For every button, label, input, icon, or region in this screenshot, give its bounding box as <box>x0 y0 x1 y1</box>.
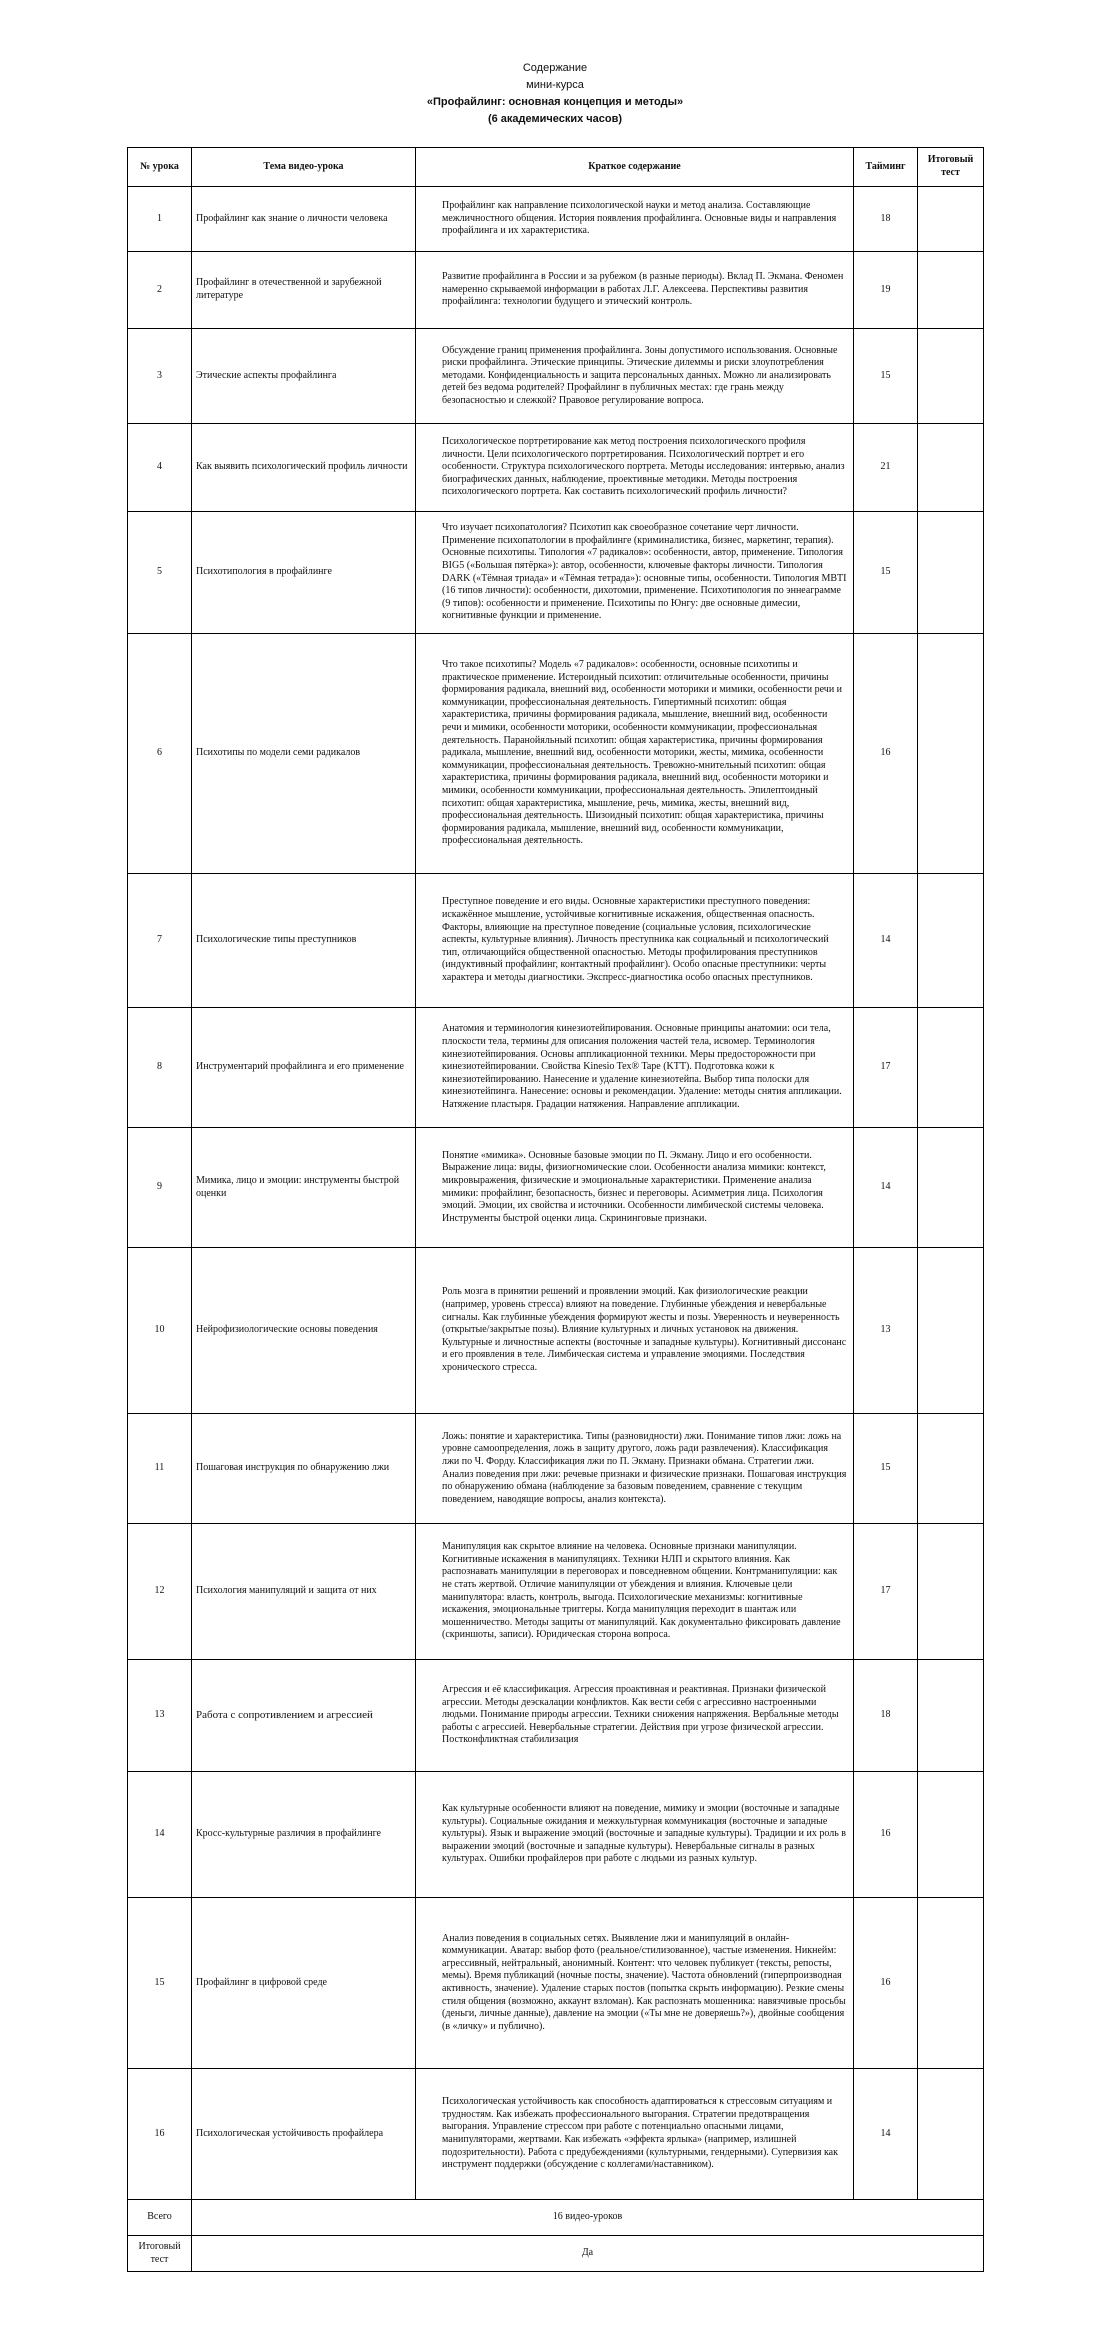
lesson-test-cell <box>918 2069 984 2200</box>
lesson-description: Манипуляция как скрытое влияние на человека. Основные признаки манипуляции. Когнитивные искажения в манипуляциях. Техники НЛП и скрытого влияния. Как распознавать манипуляции в переговорах и повседневном общении. Контрманипуляции: как не стать жертвой. Отличие манипуляции от убеждения и влияния. Ключевые цели манипулятора: власть, контроль, выгода. Психологические механизмы: когнитивные искажения, эмоциональные триггеры. Когда манипуляция переходит в шантаж или мошенничество. Методы защиты от манипуляций. Как документально фиксировать давление (скриншоты, записи). Юридическая сторона вопроса. <box>416 1524 854 1660</box>
lesson-topic: Нейрофизиологические основы поведения <box>192 1248 416 1414</box>
lesson-number: 1 <box>128 187 192 252</box>
lesson-topic: Этические аспекты профайлинга <box>192 329 416 424</box>
table-row <box>128 329 984 424</box>
lesson-test-cell <box>918 1898 984 2069</box>
lesson-test-cell <box>918 634 984 874</box>
lesson-topic: Пошаговая инструкция по обнаружению лжи <box>192 1414 416 1524</box>
final-test-value: Да <box>192 2236 984 2272</box>
lesson-test-cell <box>918 187 984 252</box>
col-header-num: № урока <box>128 148 192 187</box>
lesson-test-cell <box>918 329 984 424</box>
lesson-topic: Мимика, лицо и эмоции: инструменты быстрой оценки <box>192 1128 416 1248</box>
lesson-topic: Кросс-культурные различия в профайлинге <box>192 1772 416 1898</box>
lesson-topic: Инструментарий профайлинга и его применение <box>192 1008 416 1128</box>
header-title: Содержание <box>522 62 588 74</box>
lesson-description: Преступное поведение и его виды. Основные характеристики преступного поведения: искажённое мышление, устойчивые когнитивные искажения, общественная опасность. Факторы, влияющие на преступное поведение (социальные условия, психологические аспекты, культурные влияния). Личность преступника как социальный и психологический тип, отличающийся общественной опасностью. Методы профилирования преступников (индуктивный профайлинг, контактный профайлинг). Особо опасные преступники: черты характера и методы диагностики. Экспресс-диагностика особо опасных преступников. <box>416 874 854 1008</box>
course-content-table <box>127 147 984 2272</box>
lesson-topic: Профайлинг как знание о личности человека <box>192 187 416 252</box>
document-header <box>0 60 1110 128</box>
lesson-timing: 13 <box>854 1248 918 1414</box>
lesson-timing: 14 <box>854 2069 918 2200</box>
lesson-number: 7 <box>128 874 192 1008</box>
lesson-number: 4 <box>128 424 192 512</box>
lesson-number: 15 <box>128 1898 192 2069</box>
lesson-number: 16 <box>128 2069 192 2200</box>
lesson-description: Психологическое портретирование как метод построения психологического профиля личности. Цели психологического портретирования. Психологический портрет и его особенности. Структура психологического портрета. Методы исследования: интервью, анализ биографических данных, наблюдение, проективные методики. Методы построения психологического портрета. Как составить психологический профиль личности? <box>416 424 854 512</box>
table-row <box>128 1008 984 1128</box>
table-row <box>128 512 984 634</box>
lesson-topic: Психология манипуляций и защита от них <box>192 1524 416 1660</box>
lesson-description: Ложь: понятие и характеристика. Типы (разновидности) лжи. Понимание типов лжи: ложь на уровне самоопределения, ложь в защиту другого, ложь ради развлечения). Классификация лжи по Ч. Форду. Классификация лжи по П. Экману. Признаки обмана. Стратегии лжи. Анализ поведения при лжи: речевые признаки и физические признаки. Пошаговая инструкция по обнаружению обмана (наблюдение за базовым поведением, сравнение с текущим поведением, наводящие вопросы, анализ контекста). <box>416 1414 854 1524</box>
lesson-topic: Психологическая устойчивость профайлера <box>192 2069 416 2200</box>
total-row <box>128 2200 984 2236</box>
table-header-row <box>128 148 984 187</box>
lesson-timing: 21 <box>854 424 918 512</box>
final-test-row <box>128 2236 984 2272</box>
lesson-test-cell <box>918 1524 984 1660</box>
table-row <box>128 1898 984 2069</box>
lesson-number: 2 <box>128 252 192 329</box>
lesson-description: Понятие «мимика». Основные базовые эмоции по П. Экману. Лицо и его особенности. Выражение лица: виды, физиогномические слои. Особенности анализа мимики: контекст, микровыражения, физические и эмоциональные характеристики. Применение анализа мимики: профайлинг, безопасность, бизнес и переговоры. Асимметрия лица. Психология эмоций. Эмоции, их свойства и источники. Особенности лимбической системы человека. Инструменты быстрой оценки лица. Скрининговые признаки. <box>416 1128 854 1248</box>
lesson-timing: 17 <box>854 1524 918 1660</box>
lesson-topic: Психологические типы преступников <box>192 874 416 1008</box>
col-header-desc: Краткое содержание <box>416 148 854 187</box>
lesson-number: 8 <box>128 1008 192 1128</box>
table-row <box>128 424 984 512</box>
lesson-test-cell <box>918 1128 984 1248</box>
course-name: «Профайлинг: основная концепция и методы» <box>426 96 684 108</box>
lesson-timing: 18 <box>854 187 918 252</box>
table-row <box>128 252 984 329</box>
lesson-test-cell <box>918 1248 984 1414</box>
lesson-timing: 17 <box>854 1008 918 1128</box>
lesson-test-cell <box>918 874 984 1008</box>
table-row <box>128 1524 984 1660</box>
lesson-test-cell <box>918 1660 984 1772</box>
lesson-description: Обсуждение границ применения профайлинга. Зоны допустимого использования. Основные риски профайлинга. Этические принципы. Этические дилеммы и риски злоупотребления методами. Конфиденциальность и защита персональных данных. Можно ли анализировать детей без ведома родителей? Профайлинг в публичных местах: где грань между безопасностью и слежкой? Правовое регулирование вопроса. <box>416 329 854 424</box>
table-row <box>128 1248 984 1414</box>
lesson-timing: 16 <box>854 1772 918 1898</box>
lesson-description: Профайлинг как направление психологической науки и метод анализа. Составляющие межличностного общения. История появления профайлинга. Основные виды и направления профайлинга и их характеристика. <box>416 187 854 252</box>
lesson-test-cell <box>918 1008 984 1128</box>
course-hours: (6 академических часов) <box>487 113 623 125</box>
table-row <box>128 187 984 252</box>
lesson-test-cell <box>918 1772 984 1898</box>
lesson-description: Что изучает психопатология? Психотип как своеобразное сочетание черт личности. Применение психопатологии в профайлинге (криминалистика, бизнес, маркетинг, терапия). Основные психотипы. Типология «7 радикалов»: особенности, автор, применение. Типология BIG5 («Большая пятёрка»): автор, особенности, ключевые факторы личности. Типология DARK («Тёмная триада» и «Тёмная тетрада»): основные типы, особенности. Типология MBTI (16 типов личности): особенности, дихотомии, применение. Психотипология по эннеаграмме (9 типов): особенности и применение. Психотипы по Юнгу: две основные димесии, когнитивные функции и применение. <box>416 512 854 634</box>
table-row <box>128 1128 984 1248</box>
final-test-label: Итоговый тест <box>128 2236 192 2272</box>
lesson-description: Как культурные особенности влияют на поведение, мимику и эмоции (восточные и западные культуры). Социальные ожидания и межкультурная коммуникация (восточные и западные культуры). Язык и выражение эмоций (восточные и западные культуры). Традиции и их роль в выражении эмоций (восточные и западные культуры). Невербальные сигналы в разных культурах. Ошибки профайлеров при работе с людьми из разных культур. <box>416 1772 854 1898</box>
header-subtitle: мини-курса <box>526 79 584 91</box>
lesson-number: 14 <box>128 1772 192 1898</box>
lesson-description: Агрессия и её классификация. Агрессия проактивная и реактивная. Признаки физической агрессии. Методы деэскалации конфликтов. Как вести себя с агрессивно настроенными людьми. Понимание природы агрессии. Техники снижения напряжения. Вербальные методы работы с агрессией. Невербальные стратегии. Действия при угрозе физической агрессии. Постконфликтная стабилизация <box>416 1660 854 1772</box>
table-row <box>128 2069 984 2200</box>
lesson-topic: Профайлинг в отечественной и зарубежной литературе <box>192 252 416 329</box>
table-row <box>128 874 984 1008</box>
table-row <box>128 1660 984 1772</box>
lesson-number: 13 <box>128 1660 192 1772</box>
lesson-description: Психологическая устойчивость как способность адаптироваться к стрессовым ситуациям и трудностям. Как избежать профессионального выгорания. Стратегии предотвращения выгорания. Управление стрессом при работе с потенциально опасными лицами, манипуляторами, жертвами. Как избежать «эффекта ярлыка» (например, излишней подозрительности). Работа с предубеждениями (культурными, гендерными). Супервизия как инструмент поддержки (обсуждение с коллегами/наставником). <box>416 2069 854 2200</box>
table-body <box>128 187 984 2200</box>
table-row <box>128 1772 984 1898</box>
lesson-number: 6 <box>128 634 192 874</box>
lesson-description: Анатомия и терминология кинезиотейпирования. Основные принципы анатомии: оси тела, плоскости тела, термины для описания положения частей тела, исвомер. Терминология кинезиотейпирования. Основы аппликационной техники. Меры предосторожности при кинезиотейпировании. Свойства Kinesio Tex® Tape (KTT). Подготовка кожи к кинезиотейпированию. Нанесение и удаление кинезиотейпа. Выбор типа полоски для кинезиотейпинга. Нанесение: основы и рекомендации. Удаление: методы снятия аппликации. Натяжение пластыря. Градации натяжения. Направление аппликации. <box>416 1008 854 1128</box>
table-row <box>128 634 984 874</box>
col-header-test: Итоговый тест <box>918 148 984 187</box>
lesson-timing: 18 <box>854 1660 918 1772</box>
lesson-timing: 15 <box>854 1414 918 1524</box>
lesson-description: Роль мозга в принятии решений и проявлении эмоций. Как физиологические реакции (например, уровень стресса) влияют на поведение. Глубинные убеждения и невербальные сигналы. Как глубинные убеждения формируют жесты и позы. Уверенность и неуверенность (открытые/закрытые позы). Влияние культурных и личных установок на движения. Культурные и личностные аспекты (восточные и западные культуры). Когнитивный диссонанс и его проявления в теле. Лимбическая система и управление эмоциями. Последствия хронического стресса. <box>416 1248 854 1414</box>
lesson-topic: Психотипы по модели семи радикалов <box>192 634 416 874</box>
lesson-number: 11 <box>128 1414 192 1524</box>
lesson-description: Анализ поведения в социальных сетях. Выявление лжи и манипуляций в онлайн-коммуникации. Аватар: выбор фото (реальное/стилизованное), частые изменения. Никнейм: агрессивный, нейтральный, анонимный. Контент: что человек публикует (тексты, репосты, мемы). Время публикаций (ночные посты, значение). Частота обновлений (гиперпроизводная активность, значение). Удаление старых постов (попытка скрыть информацию). Резкие смены стиля общения (возможно, аккаунт взломан). Как распознать мошенника: навязчивые просьбы (деньги, личные данные), давление на эмоции («Ты мне не доверяешь?»), двойные сообщения (в «личку» и публично). <box>416 1898 854 2069</box>
lesson-test-cell <box>918 424 984 512</box>
lesson-timing: 15 <box>854 329 918 424</box>
lesson-topic: Психотипология в профайлинге <box>192 512 416 634</box>
lesson-description: Что такое психотипы? Модель «7 радикалов»: особенности, основные психотипы и практическое применение. Истероидный психотип: отличительные особенности, причины формирования радикала, внешний вид, особенности моторики и мимики, особенности речи и коммуникации, профессиональная деятельность. Гипертимный психотип: общая характеристика, причины формирования радикала, мышление, внешний вид, особенности речи и мимики, особенности моторики, особенности коммуникации, профессиональная деятельность. Паранойяльный психотип: общая характеристика, причины формирования радикала, мышление, внешний вид, особенности моторики, жесты, мимика, особенности коммуникации, профессиональная деятельность. Тревожно-мнительный психотип: общая характеристика, причины формирования радикала, внешний вид, особенности моторики и мимики, особенности коммуникации, профессиональная деятельность. Эпилептоидный психотип: общая характеристика, мышление, речь, мимика, жесты, внешний вид, профессиональная деятельность. Шизоидный психотип: общая характеристика, причины формирования радикала, мышление, внешний вид, особенности коммуникации, профессиональная деятельность. <box>416 634 854 874</box>
lesson-topic: Профайлинг в цифровой среде <box>192 1898 416 2069</box>
lesson-timing: 14 <box>854 1128 918 1248</box>
lesson-number: 10 <box>128 1248 192 1414</box>
lesson-test-cell <box>918 1414 984 1524</box>
lesson-timing: 19 <box>854 252 918 329</box>
total-label: Всего <box>128 2200 192 2236</box>
total-value: 16 видео-уроков <box>192 2200 984 2236</box>
lesson-timing: 14 <box>854 874 918 1008</box>
lesson-timing: 15 <box>854 512 918 634</box>
lesson-test-cell <box>918 252 984 329</box>
lesson-number: 3 <box>128 329 192 424</box>
col-header-topic: Тема видео-урока <box>192 148 416 187</box>
col-header-time: Тайминг <box>854 148 918 187</box>
lesson-number: 9 <box>128 1128 192 1248</box>
lesson-number: 5 <box>128 512 192 634</box>
lesson-number: 12 <box>128 1524 192 1660</box>
lesson-timing: 16 <box>854 1898 918 2069</box>
lesson-description: Развитие профайлинга в России и за рубежом (в разные периоды). Вклад П. Экмана. Феномен намеренно скрываемой информации в работах Л.Г. Алексеева. Перспективы развития профайлинга: технологии будущего и этический контроль. <box>416 252 854 329</box>
lesson-test-cell <box>918 512 984 634</box>
lesson-timing: 16 <box>854 634 918 874</box>
table-row <box>128 1414 984 1524</box>
lesson-topic: Работа с сопротивлением и агрессией <box>192 1660 416 1772</box>
lesson-topic: Как выявить психологический профиль личности <box>192 424 416 512</box>
